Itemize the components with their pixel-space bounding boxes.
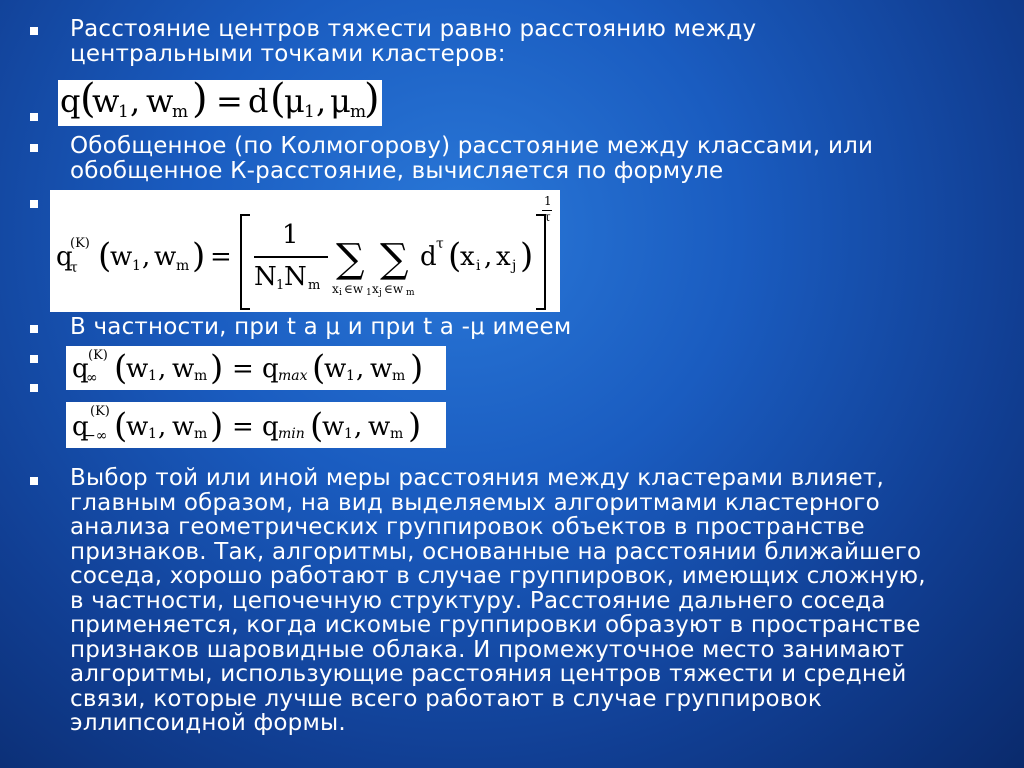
f1-rparen2: ) (364, 76, 380, 122)
f4-w1b: w (322, 412, 345, 442)
f4-eq: = (232, 412, 254, 442)
f3-max: max (278, 368, 308, 384)
f3-comma: , (158, 354, 167, 384)
item-4-text (70, 466, 926, 736)
item-4-line-11: эллипсоидной формы. (70, 710, 346, 736)
f4-qmin: q (262, 412, 279, 442)
f2-wm: w (154, 242, 177, 272)
f2-xi: x (460, 242, 475, 272)
f2-N1: N (254, 262, 277, 292)
bullet-1 (30, 27, 38, 35)
f2-wm-sub: m (176, 258, 190, 274)
f3-wm: w (172, 354, 195, 384)
f3-rparen2: ) (410, 348, 424, 388)
formula-4 (66, 402, 446, 448)
item-4-line-3: анализа геометрических группировок объектов в пространстве (70, 514, 865, 540)
f1-lparen2: ( (270, 76, 286, 122)
item-4-line-8: признаков шаровидные облака. И промежуточное место занимают (70, 636, 905, 663)
item-2-text (70, 134, 873, 183)
f4-w1b-sub: 1 (344, 426, 353, 442)
f2-rparen2: ) (520, 236, 534, 276)
f1-mum: μ (330, 82, 351, 120)
f2-lbracket (240, 214, 250, 310)
bullet-5 (30, 325, 38, 333)
item-3-text (70, 315, 571, 340)
f2-sum2-sub-m: m (406, 288, 415, 298)
f2-sum1-sub-1: 1 (366, 288, 372, 298)
f2-w1: w (110, 242, 133, 272)
f4-lparen: ( (114, 406, 128, 446)
f4-w1: w (126, 412, 149, 442)
f3-w1b-sub: 1 (346, 368, 355, 384)
f2-w1-sub: 1 (132, 258, 141, 274)
item-2-line-1: Обобщенное (по Колмогорову) расстояние между классами, или (70, 133, 874, 159)
formula-3 (66, 346, 446, 390)
bullet-2 (30, 113, 38, 121)
f2-eq: = (210, 242, 232, 272)
f2-Nm: N (284, 262, 307, 292)
f2-sum2-sub-j: j (379, 288, 382, 298)
f4-wmb-sub: m (390, 426, 404, 442)
f4-wm: w (172, 412, 195, 442)
f2-Nm-sub: m (308, 278, 321, 293)
item-4-line-4: признаков. Так, алгоритмы, основанные на расстоянии ближайшего (70, 538, 922, 565)
f1-lparen: ( (80, 76, 96, 122)
f2-exp-num: 1 (544, 194, 552, 208)
item-3-line-1: В частности, при t а μ и при t а -μ имеем (70, 314, 572, 340)
f2-K: (K) (70, 236, 90, 251)
f4-ninf: −∞ (84, 428, 108, 444)
f4-comma2: , (354, 412, 363, 442)
f3-rparen: ) (210, 348, 224, 388)
f2-sum1-sub-x: x (332, 282, 339, 296)
bullet-3 (30, 144, 38, 152)
f2-comma: , (142, 242, 151, 272)
f3-w1: w (126, 354, 149, 384)
f3-wmb-sub: m (392, 368, 406, 384)
f3-wm-sub: m (194, 368, 208, 384)
f2-N1-sub: 1 (276, 278, 285, 293)
f3-w1b: w (324, 354, 347, 384)
f3-qmax: q (262, 354, 279, 384)
f2-d: d (420, 242, 437, 272)
item-4-line-9: алгоритмы, использующие расстояния центров тяжести и средней (70, 661, 907, 687)
f4-wm-sub: m (194, 426, 208, 442)
f3-inf: ∞ (86, 370, 98, 386)
f4-rparen: ) (210, 406, 224, 446)
bullet-7 (30, 384, 38, 392)
f2-q: q (56, 242, 73, 272)
bullet-6 (30, 355, 38, 363)
f4-comma: , (158, 412, 167, 442)
item-4-line-6: в частности, цепочечную структуру. Расстояние дальнего соседа (70, 587, 886, 614)
f4-w1-sub: 1 (148, 426, 157, 442)
f4-q: q (72, 412, 89, 442)
f2-sum1: ∑ (336, 236, 365, 282)
f2-xj-sub: j (512, 258, 517, 274)
bullet-8 (30, 477, 38, 485)
f2-tau: τ (70, 260, 78, 276)
bullet-4 (30, 200, 38, 208)
f1-w1: w (92, 82, 120, 120)
f2-fraction-bar (254, 256, 328, 258)
f2-sum1-sub-i: i (339, 288, 342, 298)
f2-xj: x (496, 242, 511, 272)
item-1-text (70, 17, 756, 66)
f3-q: q (72, 354, 89, 384)
item-2-line-2: обобщенное К-расстояние, вычисляется по формуле (70, 157, 724, 184)
f3-lparen2: ( (312, 348, 326, 388)
item-4-line-7: применяется, когда искомые группировки образуют в пространстве (70, 612, 921, 638)
f4-K: (K) (90, 404, 110, 419)
f1-wm: w (146, 82, 174, 120)
f1-wm-sub: m (172, 102, 189, 122)
f2-sum2: ∑ (380, 236, 409, 282)
f4-min: min (278, 426, 305, 442)
f2-exp-den: τ (544, 210, 551, 224)
f1-rparen: ) (192, 76, 208, 122)
f2-lparen2: ( (448, 236, 462, 276)
f1-d: d (248, 82, 269, 120)
f2-rbracket (536, 214, 546, 310)
formula-2 (50, 190, 560, 312)
f1-mum-sub: m (350, 102, 367, 122)
f1-comma: , (130, 82, 141, 120)
f4-wmb: w (368, 412, 391, 442)
f2-sum2-sub-x: x (372, 282, 379, 296)
f4-lparen2: ( (310, 406, 324, 446)
f1-q: q (60, 82, 81, 120)
f3-eq: = (232, 354, 254, 384)
item-4-line-2: главным образом, на вид выделяемых алгоритмами кластерного (70, 489, 880, 516)
f2-rparen: ) (192, 236, 206, 276)
f1-eq: = (216, 82, 243, 120)
f2-lparen: ( (98, 236, 112, 276)
f3-w1-sub: 1 (148, 368, 157, 384)
f3-K: (K) (88, 348, 108, 363)
f1-mu1: μ (284, 82, 305, 120)
f3-wmb: w (370, 354, 393, 384)
item-1-line-2: центральными точками кластеров: (70, 40, 506, 67)
f1-comma2: , (316, 82, 327, 120)
f2-xi-sub: i (476, 258, 481, 274)
f4-rparen2: ) (408, 406, 422, 446)
f3-lparen: ( (114, 348, 128, 388)
f1-w1-sub: 1 (118, 102, 129, 122)
item-1-line-1: Расстояние центров тяжести равно расстоянию между (70, 16, 757, 42)
f2-sum2-sub-w: ∈w (384, 282, 404, 296)
f2-comma2: , (484, 242, 493, 272)
item-4-line-1: Выбор той или иной меры расстояния между кластерами влияет, (70, 465, 884, 491)
item-4-line-10: связи, которые лучше всего работают в случае группировок (70, 685, 822, 712)
f2-d-tau: τ (436, 236, 444, 252)
f3-comma2: , (356, 354, 365, 384)
formula-1 (58, 76, 382, 126)
item-4-line-5: соседа, хорошо работают в случае группировок, имеющих сложную, (70, 563, 926, 589)
f1-mu1-sub: 1 (304, 102, 315, 122)
f2-one: 1 (282, 220, 299, 250)
f2-sum1-sub-w: ∈w (344, 282, 364, 296)
